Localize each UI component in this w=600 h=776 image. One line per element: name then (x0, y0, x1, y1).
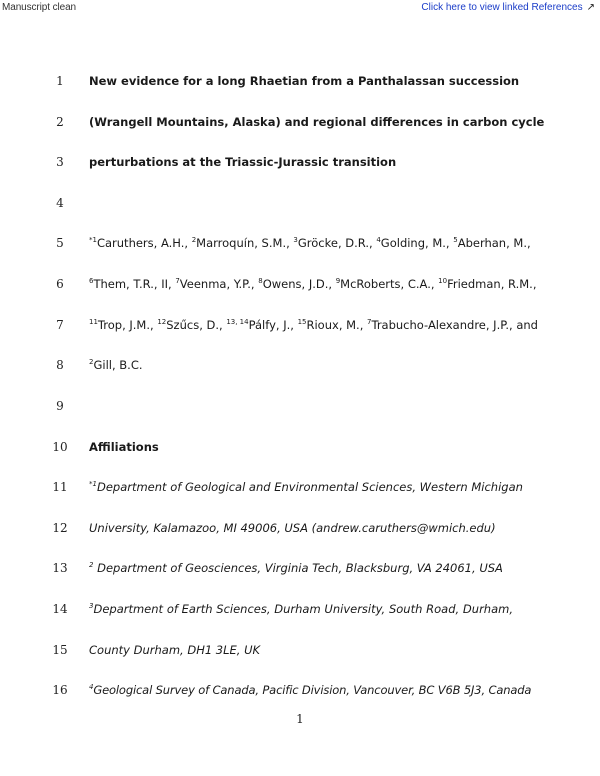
line-number: 14 (52, 602, 68, 616)
affiliations-heading: Affiliations (89, 440, 159, 454)
line-number: 16 (52, 683, 68, 697)
line-number: 12 (52, 521, 68, 535)
title-line-3: perturbations at the Triassic-Jurassic transition (89, 155, 397, 169)
line-number: 6 (56, 277, 64, 291)
paperclip-icon: ↗ (586, 1, 595, 13)
affiliation-line-13: $^2$ Department of Geosciences, Virginia Tech, Blacksburg, VA 24061, USA (89, 561, 503, 575)
authors-line-5: $^{*1}$Caruthers, A.H., $^2$Marroquín, S.M., $^3$Gröcke, D.R., $^4$Golding, M., $^5$Aberhan, M., (89, 236, 531, 250)
line-number: 3 (56, 155, 64, 169)
line-number: 1 (56, 74, 64, 88)
line-number: 11 (52, 480, 68, 494)
linked-references-label: Click here to view linked References (421, 2, 583, 13)
line-number: 5 (56, 236, 64, 250)
title-line-1: New evidence for a long Rhaetian from a Panthalassan succession (89, 74, 520, 88)
affiliation-line-11: $^{*1}$Department of Geological and Environmental Sciences, Western Michigan (89, 480, 523, 494)
affiliation-line-15: County Durham, DH1 3LE, UK (89, 643, 261, 657)
affiliation-line-16: $^4$Geological Survey of Canada, Pacific Division, Vancouver, BC V6B 5J3, Canada (89, 683, 532, 697)
page-number: 1 (296, 712, 304, 726)
line-number: 9 (56, 399, 64, 413)
line-number: 2 (56, 115, 64, 129)
line-number: 13 (52, 561, 68, 575)
authors-line-6: $^6$Them, T.R., II, $^7$Veenma, Y.P., $^8$Owens, J.D., $^9$McRoberts, C.A., $^{10}$Friedman, R.M., (89, 277, 537, 291)
line-number: 4 (56, 196, 64, 210)
affiliation-line-14: $^3$Department of Earth Sciences, Durham University, South Road, Durham, (89, 602, 513, 616)
authors-line-7: $^{11}$Trop, J.M., $^{12}$Szűcs, D., $^{13, 14}$Pálfy, J., $^{15}$Rioux, M., $^7$Trabucho-Alexandre, J.P., and (89, 318, 538, 332)
linked-references-link[interactable] (421, 2, 595, 13)
affiliation-line-12: University, Kalamazoo, MI 49006, USA (andrew.caruthers@wmich.edu) (89, 521, 496, 535)
line-number: 7 (56, 318, 64, 332)
authors-line-8: $^2$Gill, B.C. (89, 358, 143, 372)
line-number: 15 (52, 643, 68, 657)
title-line-2: (Wrangell Mountains, Alaska) and regional differences in carbon cycle (89, 115, 545, 129)
line-number: 10 (52, 440, 68, 454)
manuscript-label: Manuscript clean (2, 2, 76, 13)
line-number: 8 (56, 358, 64, 372)
